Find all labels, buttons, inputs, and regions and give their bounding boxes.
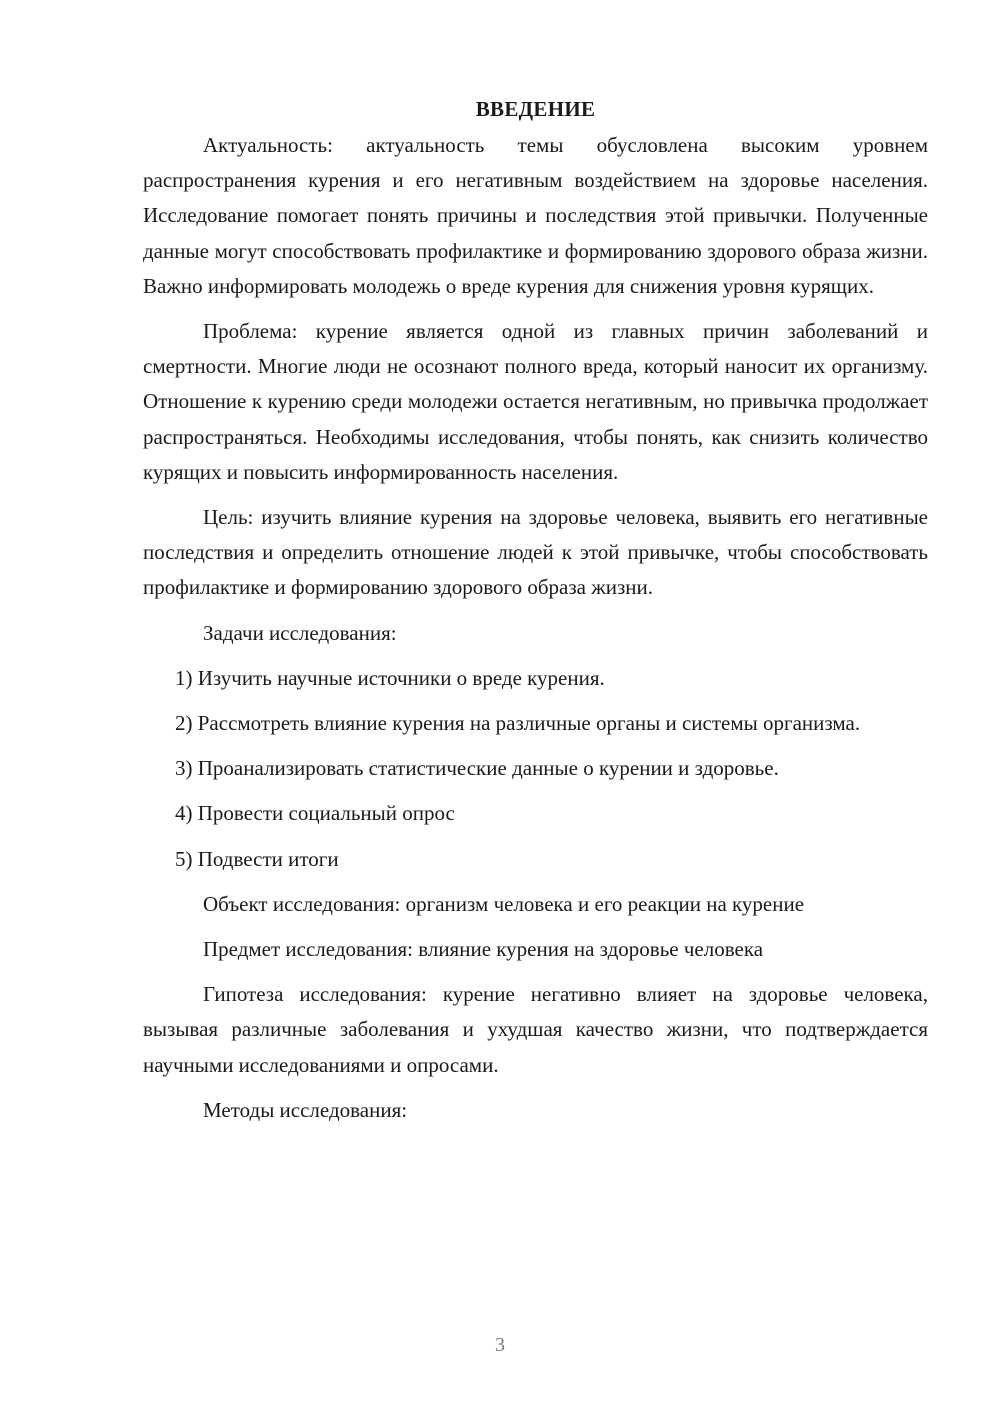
- paragraph-subject: Предмет исследования: влияние курения на здоровье человека: [203, 937, 764, 962]
- page-number: 3: [495, 1334, 505, 1356]
- paragraph-hypothesis: Гипотеза исследования: курение негативно влияет на здоровье человека, вызывая различные заболевания и ухудшая качество жизни, что подтверждается научными исследованиями и опросами.: [143, 982, 928, 1077]
- paragraph-goal: Цель: изучить влияние курения на здоровье человека, выявить его негативные последствия и определить отношение людей к этой привычке, чтобы способствовать профилактике и формированию здорового образа жизни.: [143, 505, 928, 600]
- task-item-3: 3) Проанализировать статистические данные о курении и здоровье.: [175, 756, 779, 781]
- task-item-1: 1) Изучить научные источники о вреде курения.: [175, 665, 605, 690]
- paragraph-relevance: Актуальность: актуальность темы обусловлена высоким уровнем распространения курения и его негативным воздействием на здоровье населения. Исследование помогает понять причины и последствия этой привычки. Полученные данные могут способствовать профилактике и формированию здорового образа жизни. Важно информировать молодежь о вреде курения для снижения уровня курящих.: [143, 133, 928, 298]
- task-item-2: 2) Рассмотреть влияние курения на различные органы и системы организма.: [175, 711, 861, 736]
- task-item-4: 4) Провести социальный опрос: [175, 801, 455, 826]
- document-page: [143, 92, 928, 1138]
- paragraph-problem: Проблема: курение является одной из главных причин заболеваний и смертности. Многие люди не осознают полного вреда, который наносит их организму. Отношение к курению среди молодежи остается негативным, но привычка продолжает распространяться. Необходимы исследования, чтобы понять, как снизить количество курящих и повысить информированность населения.: [143, 319, 928, 484]
- tasks-title: Задачи исследования:: [203, 620, 397, 645]
- paragraph-object: Объект исследования: организм человека и его реакции на курение: [203, 891, 805, 916]
- page-title: ВВЕДЕНИЕ: [475, 97, 596, 121]
- task-item-5: 5) Подвести итоги: [175, 846, 339, 871]
- methods-title: Методы исследования:: [203, 1097, 408, 1122]
